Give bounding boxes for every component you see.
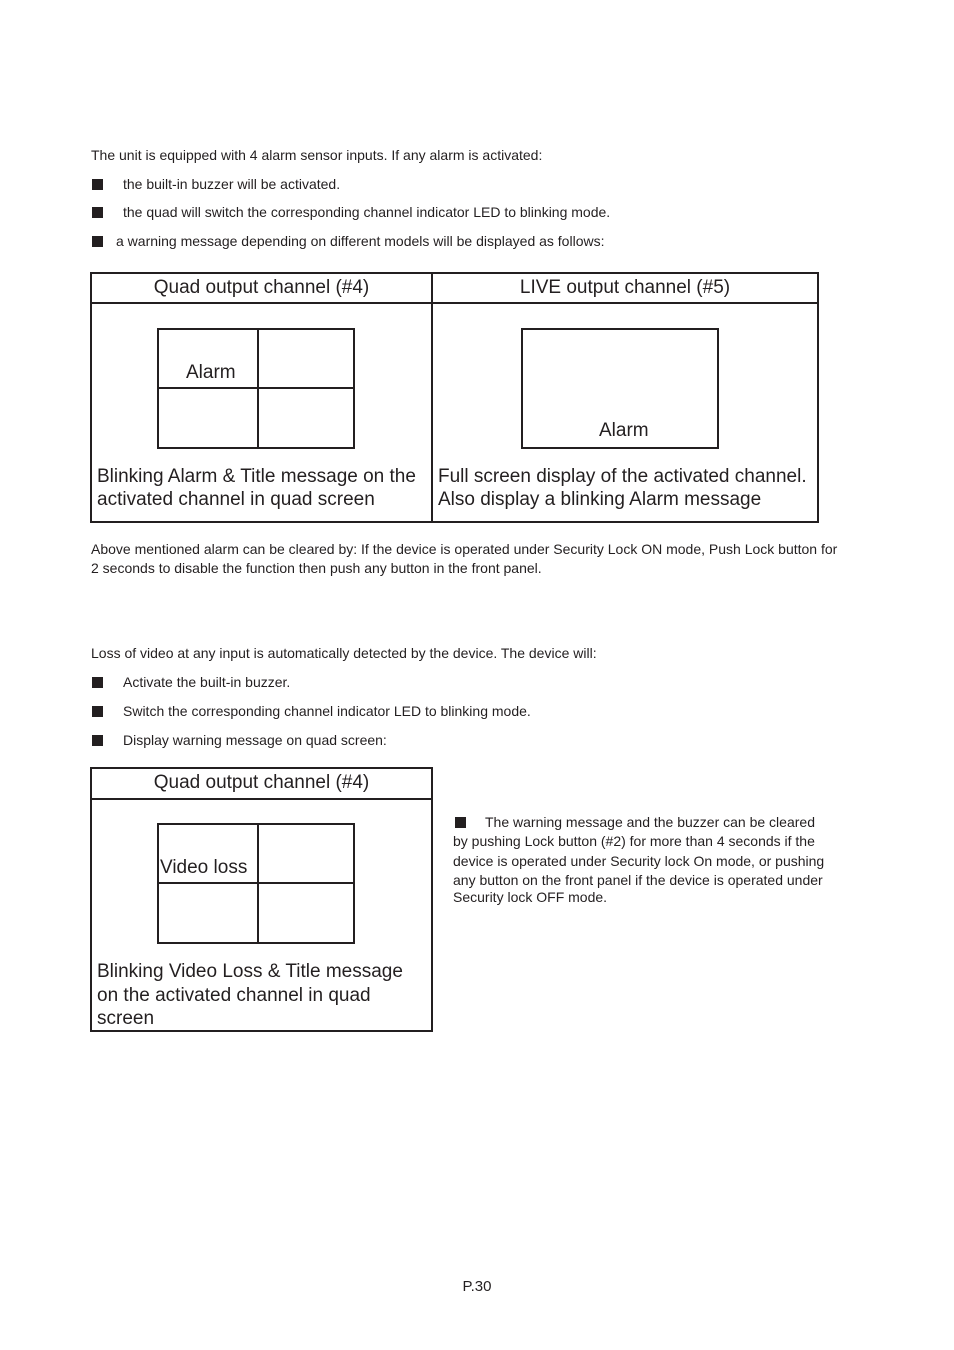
- live-alarm-label: Alarm: [599, 420, 649, 441]
- live-caption-line-1: Full screen display of the activated channel.: [438, 466, 807, 487]
- alarm-table-column-divider: [431, 272, 433, 523]
- quad-output-header: Quad output channel (#4): [153, 277, 370, 298]
- video-loss-caption-line-3: screen: [97, 1008, 155, 1029]
- square-bullet-icon: [92, 706, 103, 717]
- square-bullet-icon: [92, 179, 103, 190]
- quad-alarm-label: Alarm: [186, 362, 236, 383]
- quad-horizontal-divider: [157, 387, 353, 389]
- video-loss-label: Video loss: [160, 857, 248, 878]
- note-line-4: any button on the front panel if the device is operated under: [453, 872, 823, 888]
- alarm-intro: The unit is equipped with 4 alarm sensor inputs. If any alarm is activated:: [91, 147, 543, 163]
- alarm-table-header-divider: [90, 302, 819, 304]
- alarm-clear-note-line-1: Above mentioned alarm can be cleared by: If the device is operated under Security Lock ON mode, Push Lock button for: [91, 541, 838, 557]
- video-loss-table-header-divider: [90, 798, 433, 800]
- square-bullet-icon: [455, 817, 466, 828]
- square-bullet-icon: [92, 236, 103, 247]
- video-loss-caption-line-2: on the activated channel in quad: [97, 985, 371, 1006]
- square-bullet-icon: [92, 207, 103, 218]
- square-bullet-icon: [92, 677, 103, 688]
- square-bullet-icon: [92, 735, 103, 746]
- note-line-2: by pushing Lock button (#2) for more than 4 seconds if the: [453, 833, 815, 849]
- live-caption-line-2: Also display a blinking Alarm message: [438, 489, 762, 510]
- alarm-clear-note-line-2: 2 seconds to disable the function then push any button in the front panel.: [91, 560, 542, 576]
- video-loss-caption-line-1: Blinking Video Loss & Title message: [97, 961, 403, 982]
- video-loss-quad-header: Quad output channel (#4): [153, 772, 370, 793]
- quad-caption-line-2: activated channel in quad screen: [97, 489, 375, 510]
- note-line-5: Security lock OFF mode.: [453, 889, 608, 905]
- video-loss-quad-horizontal-divider: [157, 882, 353, 884]
- quad-caption-line-1: Blinking Alarm & Title message on the: [97, 466, 416, 487]
- video-loss-intro: Loss of video at any input is automatically detected by the device. The device will:: [91, 645, 597, 661]
- page-number: P.30: [462, 1278, 492, 1295]
- note-line-3: device is operated under Security lock On mode, or pushing: [453, 853, 825, 869]
- live-output-header: LIVE output channel (#5): [519, 277, 731, 298]
